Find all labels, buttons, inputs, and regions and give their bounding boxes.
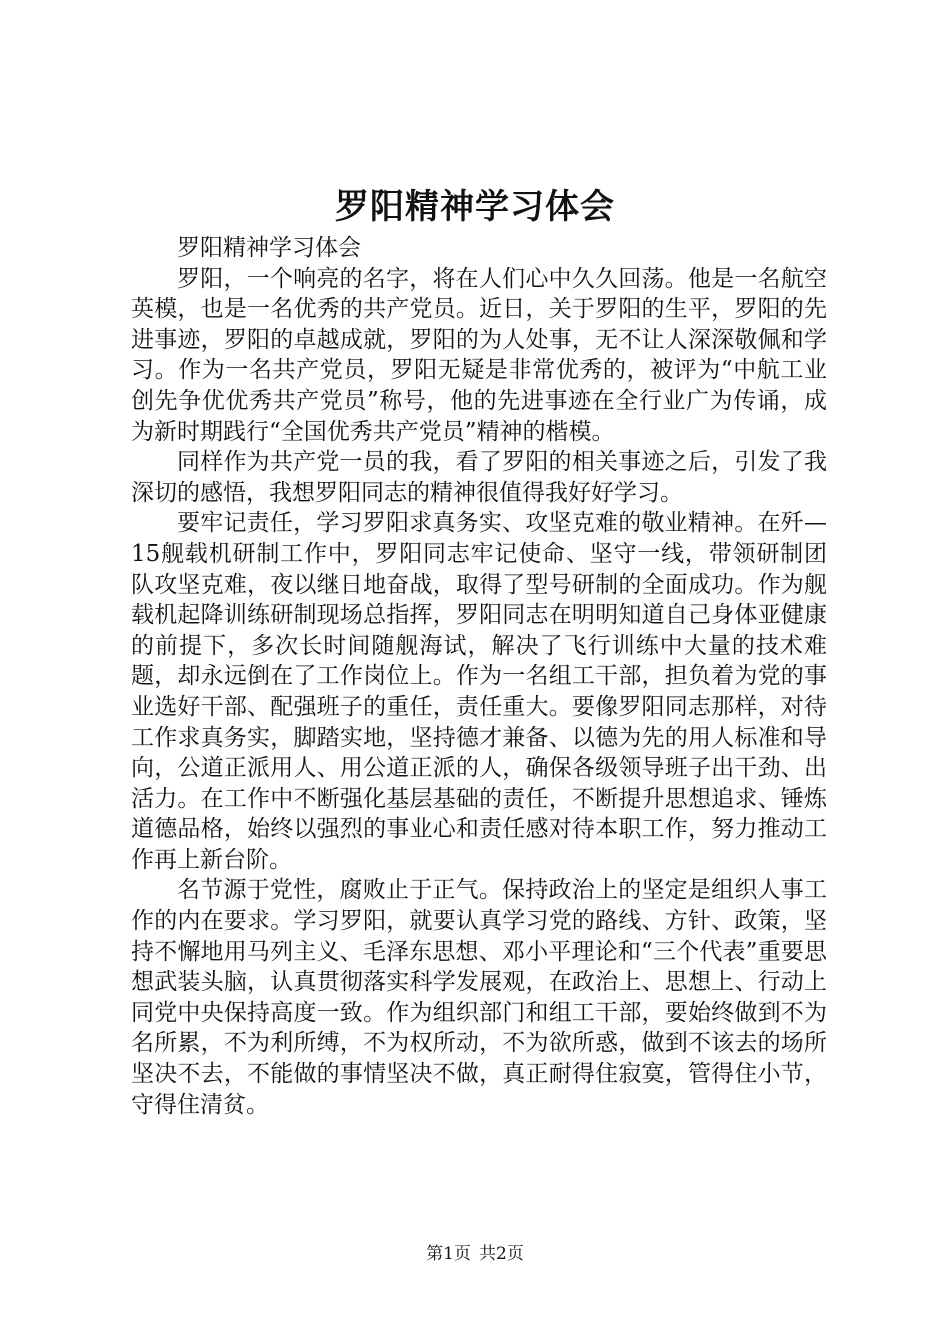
page-total: 共2页 xyxy=(479,1244,524,1264)
document-body xyxy=(131,233,827,1120)
page-number: 第1页 xyxy=(426,1244,471,1264)
paragraph-integrity: 名节源于党性，腐败止于正气。保持政治上的坚定是组织人事工作的内在要求。学习罗阳，就要认真学习党的路线、方针、政策，坚持不懈地用马列主义、毛泽东思想、邓小平理论和“三个代表”重要思想武装头脑，认真贯彻落实科学发展观，在政治上、思想上、行动上同党中央保持高度一致。作为组织部门和组工干部，要始终做到不为名所累，不为利所缚，不为权所动，不为欲所惑，做到不该去的场所坚决不去，不能做的事情坚决不做，真正耐得住寂寞，管得住小节，守得住清贫。 xyxy=(131,877,827,1118)
paragraph-intro: 罗阳，一个响亮的名字，将在人们心中久久回荡。他是一名航空英模，也是一名优秀的共产党员。近日，关于罗阳的生平，罗阳的先进事迹，罗阳的卓越成就，罗阳的为人处事，无不让人深深敬佩和学习。作为一名共产党员，罗阳无疑是非常优秀的，被评为“中航工业创先争优优秀共产党员”称号，他的先进事迹在全行业广为传诵，成为新时期践行“全国优秀共产党员”精神的楷模。 xyxy=(131,265,827,445)
paragraph-responsibility: 要牢记责任，学习罗阳求真务实、攻坚克难的敬业精神。在歼—15舰载机研制工作中，罗阳同志牢记使命、坚守一线，带领研制团队攻坚克难，夜以继日地奋战，取得了型号研制的全面成功。作为舰载机起降训练研制现场总指挥，罗阳同志在明明知道自己身体亚健康的前提下，多次长时间随舰海试，解决了飞行训练中大量的技术难题，却永远倒在了工作岗位上。作为一名组工干部，担负着为党的事业选好干部、配强班子的重任，责任重大。要像罗阳同志那样，对待工作求真务实，脚踏实地，坚持德才兼备、以德为先的用人标准和导向，公道正派用人、用公道正派的人，确保各级领导班子出干劲、出活力。在工作中不断强化基层基础的责任，不断提升思想追求、锤炼道德品格，始终以强烈的事业心和责任感对待本职工作，努力推动工作再上新台阶。 xyxy=(131,510,827,873)
document-title: 罗阳精神学习体会 xyxy=(335,187,615,227)
page-footer xyxy=(0,1242,950,1266)
paragraph-reflection: 同样作为共产党一员的我，看了罗阳的相关事迹之后，引发了我深切的感悟，我想罗阳同志的精神很值得我好好学习。 xyxy=(131,449,827,506)
paragraph-subtitle: 罗阳精神学习体会 xyxy=(177,235,361,261)
